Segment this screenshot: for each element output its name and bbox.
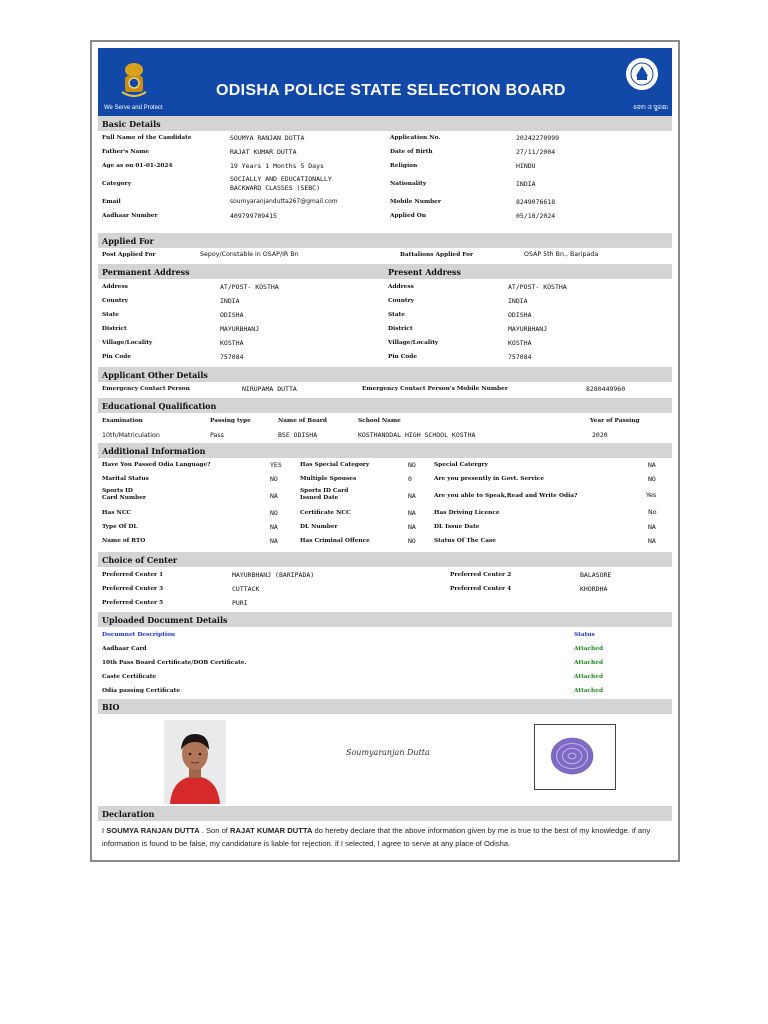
case-status-label: Status Of The Case: [434, 538, 496, 544]
decl-son-of: . Son of: [199, 826, 231, 835]
emergency-contact-value: NIRUPAMA DUTTA: [242, 385, 297, 393]
category-value-line2: BACKWARD CLASSES (SEBC): [230, 184, 321, 192]
section-basic-details: Basic Details: [98, 116, 672, 131]
doc-aadhaar-status: Attached: [574, 646, 603, 652]
permanent-address-heading: Permanent Address: [102, 267, 190, 277]
category-label: Category: [102, 181, 132, 187]
other-details-row: [98, 382, 672, 398]
dl-issue-date-value: NA: [648, 523, 656, 531]
decl-father-name: RAJAT KUMAR DUTTA: [230, 826, 313, 835]
perm-pin-value: 757084: [220, 353, 244, 361]
doc-desc-header: Documnet Description: [102, 632, 176, 638]
perm-country-label: Country: [102, 298, 129, 304]
marital-status-label: Marital Status: [102, 476, 149, 482]
govt-service-value: NO: [648, 475, 656, 483]
perm-district-value: MAYURBHANJ: [220, 325, 260, 333]
speak-odia-value: Yes: [646, 492, 657, 499]
edu-year-value: 2020: [592, 431, 608, 439]
application-form: [90, 40, 680, 862]
certificate-ncc-label: Certificate NCC: [300, 510, 351, 516]
father-name-value: RAJAT KUMAR DUTTA: [230, 148, 297, 156]
dl-type-value: NA: [270, 523, 278, 531]
candidate-photo: [164, 720, 226, 804]
dl-number-value: NA: [408, 523, 416, 531]
doc-10th-certificate: 10th Pass Board Certificate/DOB Certificate.: [102, 660, 247, 666]
center1-label: Preferred Center 1: [102, 572, 164, 578]
category-value: SOCIALLY AND EDUCATIONALLY: [230, 175, 332, 183]
doc-status-header: Status: [574, 632, 595, 638]
doc-odia-status: Attached: [574, 688, 603, 694]
criminal-offence-label: Has Criminal Offence: [300, 538, 370, 544]
doc-odia-certificate: Odia passing Certificate: [102, 688, 181, 694]
applied-on-value: 05/10/2024: [516, 212, 556, 220]
special-category-value: NO: [408, 461, 416, 469]
sports-id-label: Sports ID: [102, 488, 133, 494]
pres-pin-label: Pin Code: [388, 354, 418, 360]
header-banner: [98, 48, 672, 116]
dl-type-label: Type Of DL: [102, 524, 138, 530]
dl-issue-date-label: DL Issue Date: [434, 524, 480, 530]
section-additional: Additional Information: [98, 443, 672, 458]
has-ncc-value: NO: [270, 509, 278, 517]
email-value: soumyaranjandutta267@gmail.com: [230, 198, 338, 205]
battalion-value: OSAP 5th Bn., Baripada: [524, 251, 599, 258]
full-name-value: SOUMYA RANJAN DUTTA: [230, 134, 305, 142]
pres-district-value: MAYURBHANJ: [508, 325, 548, 333]
section-documents: Uploaded Document Details: [98, 612, 672, 627]
perm-pin-label: Pin Code: [102, 354, 132, 360]
application-no-label: Application No.: [390, 135, 441, 141]
edu-board-value: BSE ODISHA: [278, 431, 318, 439]
post-value: Sepoy/Constable in OSAP/IR Bn: [200, 251, 299, 258]
edu-header-board: Name of Board: [278, 418, 327, 424]
rto-value: NA: [270, 537, 278, 545]
sports-id-value: NA: [270, 492, 278, 500]
perm-village-label: Village/Locality: [102, 340, 153, 346]
application-no-value: 20242270999: [516, 134, 560, 142]
center1-value: MAYURBHANJ (BARIPADA): [232, 571, 315, 579]
full-name-label: Full Name of the Candidate: [102, 135, 192, 141]
center4-label: Preferred Center 4: [450, 586, 512, 592]
dob-label: Date of Birth: [390, 149, 433, 155]
pres-pin-value: 757084: [508, 353, 532, 361]
nationality-label: Nationality: [390, 181, 427, 187]
special-catergry-label: Special Catergry: [434, 462, 488, 468]
decl-candidate-name: SOUMYA RANJAN DUTTA: [106, 826, 200, 835]
marital-status-value: NO: [270, 475, 278, 483]
applied-on-label: Applied On: [390, 213, 427, 219]
tagline: We Serve and Protect: [104, 105, 163, 111]
doc-caste-certificate: Caste Certificate: [102, 674, 157, 680]
section-center: Choice of Center: [98, 552, 672, 567]
page-title: ODISHA POLICE STATE SELECTION BOARD: [216, 82, 566, 99]
dob-value: 27/11/2004: [516, 148, 556, 156]
govt-service-label: Are you presently in Govt. Service: [434, 476, 545, 482]
applied-for-row: [98, 248, 672, 264]
pres-address-value: AT/POST- KOSTHA: [508, 283, 567, 291]
aadhaar-label: Aadhaar Number: [102, 213, 158, 219]
section-bio: BIO: [98, 699, 672, 714]
education-table: [98, 413, 672, 443]
perm-address-label: Address: [102, 284, 128, 290]
certificate-ncc-value: NA: [408, 509, 416, 517]
basic-details-rows: [98, 131, 672, 233]
special-category-label: Has Special Category: [300, 462, 370, 468]
emergency-mobile-label: Emergency Contact Person's Mobile Number: [362, 386, 508, 392]
perm-district-label: District: [102, 326, 127, 332]
age-label: Age as on 01-01-2024: [102, 163, 173, 169]
perm-state-value: ODISHA: [220, 311, 244, 319]
edu-exam-value: 10th/Matriculation: [102, 432, 160, 439]
center2-value: BALASORE: [580, 571, 612, 579]
pres-country-value: INDIA: [508, 297, 528, 305]
police-emblem-icon: [116, 56, 152, 100]
edu-header-year: Year of Passing: [590, 418, 640, 424]
pres-address-label: Address: [388, 284, 414, 290]
mobile-label: Mobile Number: [390, 199, 441, 205]
pres-state-value: ODISHA: [508, 311, 532, 319]
address-rows: [98, 279, 672, 367]
perm-state-label: State: [102, 312, 119, 318]
center3-label: Preferred Center 3: [102, 586, 164, 592]
thumb-impression: [534, 724, 616, 790]
post-label: Post Applied For: [102, 252, 156, 258]
decl-body: do hereby declare that the above information given by me is true to the best of my knowledge. if any information is found to be false, my candidature is liable for rejection. if I selected, I agree to serve at any place of Odisha.: [102, 826, 651, 848]
special-catergry-value: NA: [648, 461, 656, 469]
section-education: Educational Qualification: [98, 398, 672, 413]
emergency-mobile-value: 8280449960: [586, 385, 626, 393]
doc-aadhaar: Aadhaar Card: [102, 646, 147, 652]
age-value: 19 Years 1 Months 5 Days: [230, 162, 324, 170]
perm-country-value: INDIA: [220, 297, 240, 305]
doc-10th-status: Attached: [574, 660, 603, 666]
edu-header-exam: Examination: [102, 418, 143, 424]
board-seal-icon: [622, 54, 662, 98]
pres-country-label: Country: [388, 298, 415, 304]
sports-id-label-line2: Card Number: [102, 495, 146, 501]
pres-state-label: State: [388, 312, 405, 318]
battalion-label: Battalions Applied For: [400, 252, 474, 258]
candidate-signature: Soumyaranjan Dutta: [346, 748, 430, 757]
center4-value: KHORDHA: [580, 585, 608, 593]
nationality-value: INDIA: [516, 180, 536, 188]
documents-table: [98, 627, 672, 699]
aadhaar-value: 409799709415: [230, 212, 277, 220]
has-ncc-label: Has NCC: [102, 510, 132, 516]
perm-address-value: AT/POST- KOSTHA: [220, 283, 279, 291]
dl-number-label: DL Number: [300, 524, 338, 530]
emergency-contact-label: Emergency Contact Person: [102, 386, 190, 392]
sports-card-label-line2: Issued Date: [300, 495, 339, 501]
section-address: [98, 264, 672, 279]
odia-language-value: YES: [270, 461, 282, 469]
pres-village-value: KOSTHA: [508, 339, 532, 347]
center5-label: Preferred Center 5: [102, 600, 164, 606]
edu-passing-value: Pass: [210, 432, 224, 439]
criminal-offence-value: NO: [408, 537, 416, 545]
religion-label: Religion: [390, 163, 418, 169]
father-name-label: Father's Name: [102, 149, 150, 155]
section-other-details: Applicant Other Details: [98, 367, 672, 382]
odia-language-label: Have You Passed Odia Language?: [102, 462, 211, 468]
center-rows: [98, 567, 672, 612]
religion-value: HINDU: [516, 162, 536, 170]
present-address-heading: Present Address: [388, 267, 461, 277]
center2-label: Preferred Center 2: [450, 572, 512, 578]
sports-card-label: Sports ID Card: [300, 488, 349, 494]
bio-row: [98, 714, 672, 806]
center3-value: CUTTACK: [232, 585, 260, 593]
edu-header-passing: Passing type: [210, 418, 251, 424]
edu-school-value: KOSTHANODAL HIGH SCHOOL KOSTHA: [358, 431, 476, 439]
edu-header-school: School Name: [358, 418, 401, 424]
email-label: Email: [102, 199, 121, 205]
rto-label: Name of RTO: [102, 538, 146, 544]
decl-prefix: I: [102, 826, 107, 835]
driving-licence-value: No: [648, 509, 657, 516]
pres-district-label: District: [388, 326, 413, 332]
multiple-spouses-value: 0: [408, 475, 412, 483]
sports-card-value: NA: [408, 492, 416, 500]
center5-value: PURI: [232, 599, 248, 607]
perm-village-value: KOSTHA: [220, 339, 244, 347]
mobile-value: 8249076618: [516, 198, 556, 206]
driving-licence-label: Has Driving Licence: [434, 510, 500, 516]
speak-odia-label: Are you able to Speak,Read and Write Odia?: [434, 493, 578, 499]
additional-table: [98, 458, 672, 552]
tagline-odia: ସେବା ଓ ସୁରକ୍ଷା: [633, 105, 668, 111]
declaration-text: [98, 821, 672, 853]
section-applied-for: Applied For: [98, 233, 672, 248]
doc-caste-status: Attached: [574, 674, 603, 680]
section-declaration: Declaration: [98, 806, 672, 821]
pres-village-label: Village/Locality: [388, 340, 439, 346]
multiple-spouses-label: Multiple Spouses: [300, 476, 357, 482]
case-status-value: NA: [648, 537, 656, 545]
